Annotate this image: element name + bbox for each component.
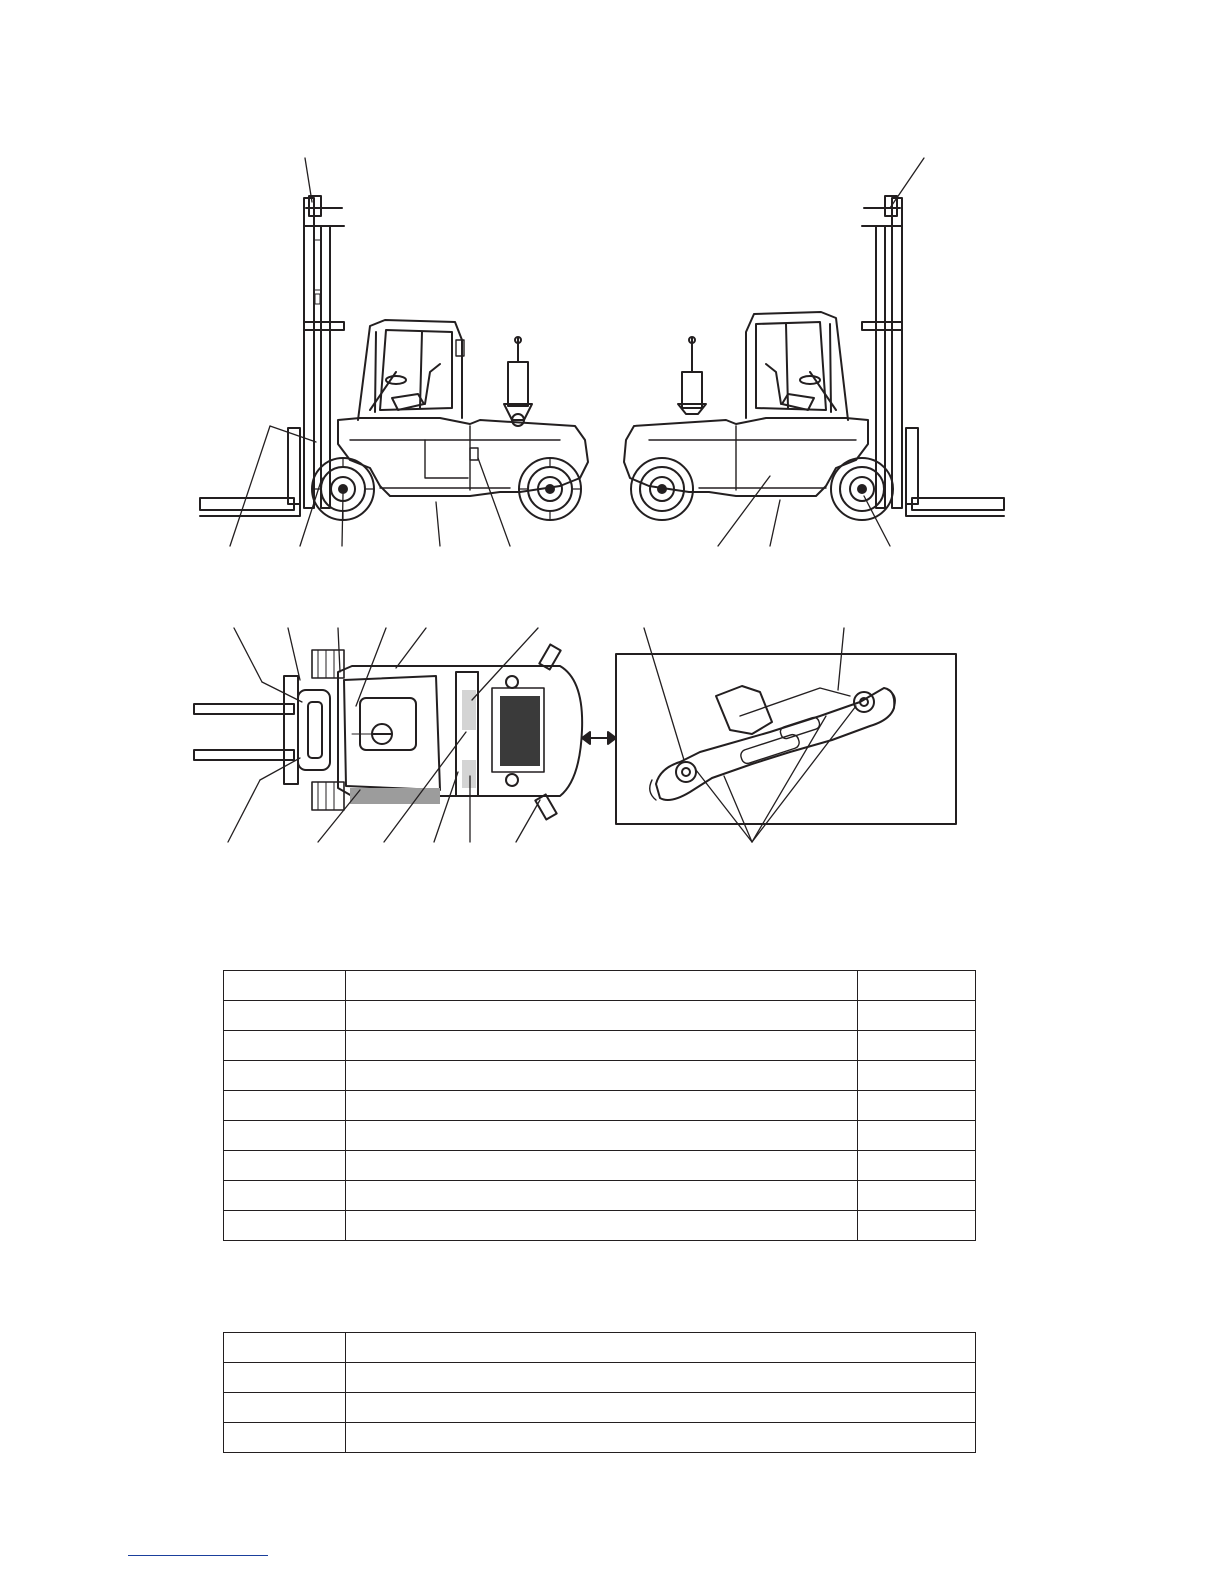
table-cell [224,1363,346,1393]
table-cell [346,1151,858,1181]
table-cell [346,971,858,1001]
table-row [224,1121,976,1151]
footer-rule [128,1555,268,1556]
table-cell [858,1181,976,1211]
left-side-view [200,196,588,520]
legend-table [223,1332,976,1453]
table-cell [346,1091,858,1121]
double-arrow-icon [582,732,616,744]
table-cell [346,1181,858,1211]
table-cell [224,1031,346,1061]
table-row [224,1393,976,1423]
table-cell [858,1121,976,1151]
table-cell [224,1091,346,1121]
table-cell [346,1363,976,1393]
table-cell [346,1423,976,1453]
table-cell [346,1333,976,1363]
top-view [194,644,616,819]
table-row [224,1031,976,1061]
table-cell [224,1061,346,1091]
table-row [224,1181,976,1211]
table-cell [224,1393,346,1423]
right-side-view [624,196,1004,520]
table-row [224,1061,976,1091]
callout-leaders [228,158,924,842]
table-cell [224,1001,346,1031]
table-cell [858,1001,976,1031]
table-row [224,971,976,1001]
table-cell [346,1001,858,1031]
table-cell [224,1121,346,1151]
table-cell [858,971,976,1001]
table-cell [224,1211,346,1241]
table-cell [346,1031,858,1061]
table-cell [858,1211,976,1241]
table-cell [224,1423,346,1453]
table-cell [858,1061,976,1091]
table-cell [858,1031,976,1061]
table-cell [224,971,346,1001]
table-row [224,1151,976,1181]
table-cell [346,1211,858,1241]
table-row [224,1091,976,1121]
table-row [224,1363,976,1393]
lubrication-table [223,970,976,1241]
table-row [224,1333,976,1363]
table-row [224,1423,976,1453]
table-cell [858,1091,976,1121]
table-cell [858,1151,976,1181]
table-cell [224,1333,346,1363]
table-cell [224,1151,346,1181]
table-cell [346,1121,858,1151]
table-row [224,1211,976,1241]
table-cell [224,1181,346,1211]
table-row [224,1001,976,1031]
table-cell [346,1061,858,1091]
table-cell [346,1393,976,1423]
